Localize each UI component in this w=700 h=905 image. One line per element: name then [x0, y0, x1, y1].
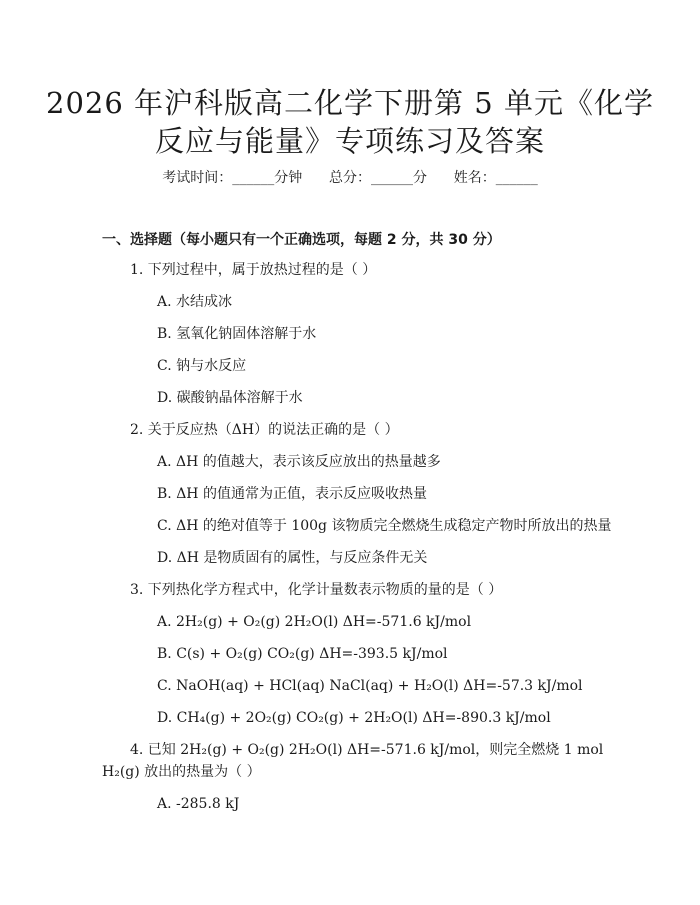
title-line-2: 反应与能量》专项练习及答案	[154, 124, 545, 158]
question-2-option-a: A. ΔH 的值越大，表示该反应放出的热量越多	[157, 454, 441, 470]
question-1-option-c: C. 钠与水反应	[157, 358, 247, 374]
question-2-option-c: C. ΔH 的绝对值等于 100g 该物质完全燃烧生成稳定产物时所放出的热量	[157, 518, 612, 534]
question-3-option-c: C. NaOH(aq) + HCl(aq) NaCl(aq) + H₂O(l) ΔH=-57.3 kJ/mol	[157, 678, 583, 694]
question-2-stem: 2. 关于反应热（ΔH）的说法正确的是（ ）	[130, 422, 399, 438]
question-4-option-a: A. -285.8 kJ	[157, 796, 240, 812]
question-2-option-d: D. ΔH 是物质固有的属性，与反应条件无关	[157, 550, 428, 566]
title-line-1: 2026 年沪科版高二化学下册第 5 单元《化学	[46, 86, 654, 120]
question-1-option-b: B. 氢氧化钠固体溶解于水	[157, 326, 317, 342]
question-3-option-b: B. C(s) + O₂(g) CO₂(g) ΔH=-393.5 kJ/mol	[157, 646, 448, 662]
section-heading: 一、选择题（每小题只有一个正确选项，每题 2 分，共 30 分）	[102, 232, 501, 248]
question-2-option-b: B. ΔH 的值通常为正值，表示反应吸收热量	[157, 486, 427, 502]
question-1-stem: 1. 下列过程中，属于放热过程的是（ ）	[130, 262, 377, 278]
question-4-stem-line-2: H₂(g) 放出的热量为（ ）	[102, 764, 261, 780]
question-3-option-a: A. 2H₂(g) + O₂(g) 2H₂O(l) ΔH=-571.6 kJ/mol	[157, 614, 472, 630]
question-4-stem-line-1: 4. 已知 2H₂(g) + O₂(g) 2H₂O(l) ΔH=-571.6 kJ/mol，则完全燃烧 1 mol	[130, 742, 604, 758]
exam-info: 考试时间：______分钟 总分：______分 姓名：______	[162, 170, 538, 186]
question-3-option-d: D. CH₄(g) + 2O₂(g) CO₂(g) + 2H₂O(l) ΔH=-890.3 kJ/mol	[157, 710, 551, 726]
question-1-option-a: A. 水结成冰	[157, 294, 233, 310]
question-1-option-d: D. 碳酸钠晶体溶解于水	[157, 390, 303, 406]
question-3-stem: 3. 下列热化学方程式中，化学计量数表示物质的量的是（ ）	[130, 582, 503, 598]
